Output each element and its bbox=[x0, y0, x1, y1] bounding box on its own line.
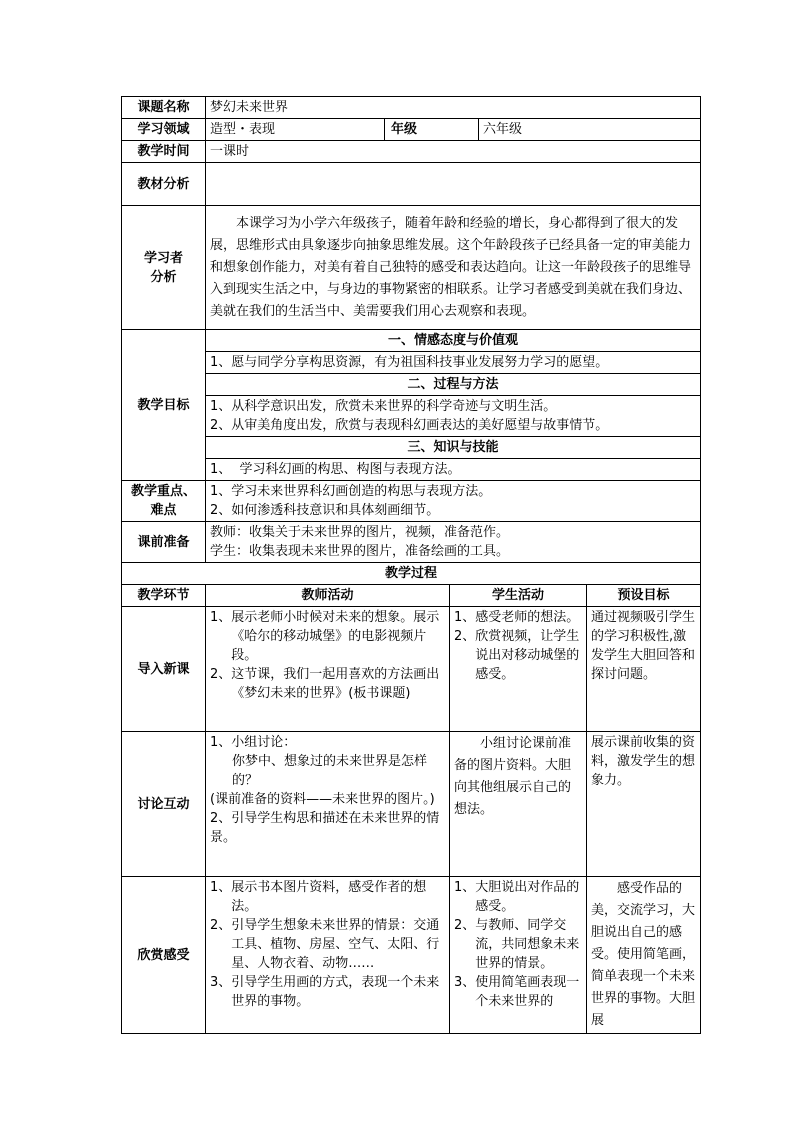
discuss-teacher bbox=[206, 732, 450, 877]
goals-h1-items bbox=[206, 352, 701, 374]
key-label bbox=[122, 481, 206, 522]
row-key bbox=[122, 481, 701, 522]
discuss-teacher-line: 2、引导学生构思和描述在未来世界的情景。 bbox=[210, 811, 440, 845]
row-domain bbox=[122, 119, 701, 141]
item-num: 3、 bbox=[454, 975, 476, 990]
prep-student: 学生：收集表现未来世界的图片，准备绘画的工具。 bbox=[210, 544, 510, 559]
row-process-title bbox=[122, 563, 701, 585]
item-num: 2、 bbox=[210, 918, 232, 933]
item-num: 1、 bbox=[210, 880, 232, 895]
material-value bbox=[206, 163, 701, 206]
row-process-header bbox=[122, 585, 701, 607]
lesson-plan-table bbox=[121, 96, 701, 1034]
item-num: 2、 bbox=[210, 667, 232, 682]
col-student-header: 学生活动 bbox=[450, 585, 587, 607]
discuss-teacher-line: 你梦中、想象过的未来世界是怎样的？ bbox=[232, 754, 428, 788]
col-goal-header: 预设目标 bbox=[587, 585, 701, 607]
stage-appreciate: 欣赏感受 bbox=[122, 877, 206, 1034]
discuss-teacher-line: 1、小组讨论： bbox=[210, 735, 297, 750]
row-goals-h1-items bbox=[122, 352, 701, 374]
key-item: 2、如何渗透科技意识和具体刻画细节。 bbox=[210, 503, 440, 518]
list-item bbox=[210, 973, 445, 1011]
prep-label: 课前准备 bbox=[122, 522, 206, 563]
list-item bbox=[210, 878, 445, 916]
item-text: 欣赏视频，让学生说出对移动城堡的感受。 bbox=[475, 629, 580, 682]
grade-label: 年级 bbox=[385, 119, 479, 141]
row-material bbox=[122, 163, 701, 206]
col-stage-header: 教学环节 bbox=[122, 585, 206, 607]
item-text: 与教师、同学交流，共同想象未来世界的情景。 bbox=[475, 918, 580, 971]
row-process-intro bbox=[122, 607, 701, 732]
row-process-appreciate bbox=[122, 877, 701, 1034]
domain-value: 造型・表现 bbox=[206, 119, 385, 141]
grade-value: 六年级 bbox=[479, 119, 701, 141]
list-item bbox=[210, 916, 445, 973]
goals-h2-items bbox=[206, 396, 701, 437]
row-prep bbox=[122, 522, 701, 563]
col-teacher-header: 教师活动 bbox=[206, 585, 450, 607]
intro-teacher bbox=[206, 607, 450, 732]
item-text: 这节课，我们一起用喜欢的方法画出《梦幻未来的世界》(板书课题) bbox=[231, 667, 440, 701]
row-title bbox=[122, 97, 701, 119]
intro-student bbox=[450, 607, 587, 732]
stage-discuss: 讨论互动 bbox=[122, 732, 206, 877]
row-goals-h1 bbox=[122, 330, 701, 352]
item-text: 使用简笔画表现一个未来世界的 bbox=[475, 975, 580, 1009]
appreciate-goal bbox=[587, 877, 701, 1034]
row-learner bbox=[122, 206, 701, 330]
learner-text: 本课学习为小学六年级孩子，随着年龄和经验的增长，身心都得到了很大的发展，思维形式由具象逐步向抽象思维发展。这个年龄段孩子已经具备一定的审美能力和想象创作能力，对美有着自己独特的感受和表达趋向。让这一年龄段孩子的思维导入到现实生活之中，与身边的事物紧密的相联系。让学习者感受到美就在我们身边、美就在我们的生活当中、美需要我们用心去观察和表现。 bbox=[210, 215, 692, 319]
material-label: 教材分析 bbox=[122, 163, 206, 206]
time-label: 教学时间 bbox=[122, 141, 206, 163]
goals-heading-3: 三、知识与技能 bbox=[206, 437, 701, 459]
domain-label: 学习领域 bbox=[122, 119, 206, 141]
goals-heading-1: 一、情感态度与价值观 bbox=[206, 330, 701, 352]
learner-label-line1: 学习者 bbox=[143, 250, 183, 266]
row-goals-h3-items bbox=[122, 459, 701, 481]
list-item bbox=[454, 878, 582, 916]
item-num: 1、 bbox=[210, 610, 232, 625]
item-text: 引导学生想象未来世界的情景：交通工具、植物、房屋、空气、太阳、行星、人物衣着、动物…… bbox=[231, 918, 440, 971]
title-value: 梦幻未来世界 bbox=[206, 97, 701, 119]
item-num: 2、 bbox=[454, 629, 476, 644]
item-num: 1、 bbox=[454, 610, 476, 625]
time-value: 一课时 bbox=[206, 141, 701, 163]
process-title: 教学过程 bbox=[122, 563, 701, 585]
key-items bbox=[206, 481, 701, 522]
goals-h3-item: 1、 学习科幻画的构思、构图与表现方法。 bbox=[210, 462, 461, 477]
discuss-student-text: 小组讨论课前准备的图片资料。大胆向其他组展示自己的想法。 bbox=[454, 736, 572, 817]
row-process-discuss bbox=[122, 732, 701, 877]
key-item: 1、学习未来世界科幻画创造的构思与表现方法。 bbox=[210, 484, 492, 499]
item-text: 引导学生用画的方式，表现一个未来世界的事物。 bbox=[231, 975, 440, 1009]
goals-h3-items bbox=[206, 459, 701, 481]
goals-h2-item: 2、从审美角度出发，欣赏与表现科幻画表达的美好愿望与故事情节。 bbox=[210, 418, 609, 433]
discuss-goal: 展示课前收集的资料，激发学生的想象力。 bbox=[587, 732, 701, 877]
appreciate-student bbox=[450, 877, 587, 1034]
learner-label-line2: 分析 bbox=[150, 269, 177, 285]
goals-h2-item: 1、从科学意识出发，欣赏未来世界的科学奇迹与文明生活。 bbox=[210, 399, 557, 414]
row-goals-h3 bbox=[122, 437, 701, 459]
goals-heading-2: 二、过程与方法 bbox=[206, 374, 701, 396]
list-item bbox=[454, 973, 582, 1011]
list-item bbox=[454, 627, 582, 684]
item-text: 大胆说出对作品的感受。 bbox=[475, 880, 580, 914]
goals-label: 教学目标 bbox=[122, 330, 206, 481]
item-num: 2、 bbox=[454, 918, 476, 933]
list-item bbox=[454, 608, 582, 627]
prep-teacher: 教师：收集关于未来世界的图片，视频，准备范作。 bbox=[210, 525, 510, 540]
stage-intro: 导入新课 bbox=[122, 607, 206, 732]
row-goals-h2 bbox=[122, 374, 701, 396]
goals-h1-item: 1、愿与同学分享构思资源，有为祖国科技事业发展努力学习的愿望。 bbox=[210, 355, 609, 370]
row-time bbox=[122, 141, 701, 163]
list-item bbox=[210, 665, 445, 703]
discuss-student bbox=[450, 732, 587, 877]
row-goals-h2-items bbox=[122, 396, 701, 437]
learner-text-cell bbox=[206, 206, 701, 330]
item-text: 展示老师小时候对未来的想象。展示《哈尔的移动城堡》的电影视频片段。 bbox=[231, 610, 440, 663]
item-num: 3、 bbox=[210, 975, 232, 990]
item-num: 1、 bbox=[454, 880, 476, 895]
key-label-line2: 难点 bbox=[150, 503, 177, 518]
appreciate-goal-text: 感受作品的美，交流学习，大胆说出自己的感受。使用简笔画，简单表现一个未来世界的事物。大胆展 bbox=[591, 881, 696, 1028]
discuss-teacher-line: (课前准备的资料——未来世界的图片。) bbox=[210, 792, 435, 807]
intro-goal: 通过视频吸引学生的学习积极性,激发学生大胆回答和探讨问题。 bbox=[587, 607, 701, 732]
key-label-line1: 教学重点、 bbox=[130, 484, 196, 499]
list-item bbox=[210, 608, 445, 665]
list-item bbox=[454, 916, 582, 973]
item-text: 展示书本图片资料，感受作者的想法。 bbox=[231, 880, 427, 914]
title-label: 课题名称 bbox=[122, 97, 206, 119]
item-text: 感受老师的想法。 bbox=[475, 610, 580, 625]
prep-items bbox=[206, 522, 701, 563]
learner-label bbox=[122, 206, 206, 330]
appreciate-teacher bbox=[206, 877, 450, 1034]
